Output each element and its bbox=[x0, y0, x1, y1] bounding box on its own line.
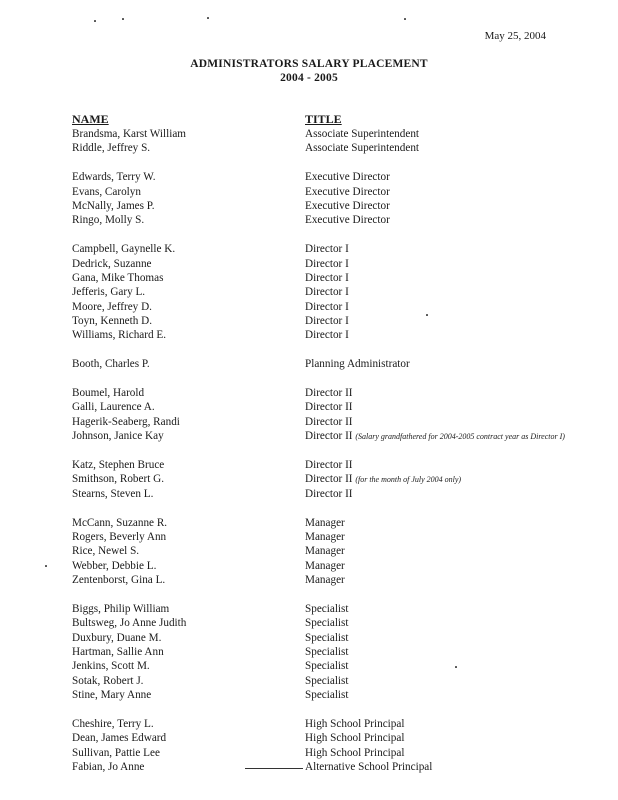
title-text: Director II bbox=[305, 459, 353, 471]
administrator-name: Toyn, Kenneth D. bbox=[72, 315, 152, 328]
administrator-name: Jenkins, Scott M. bbox=[72, 660, 150, 673]
administrator-name: Boumel, Harold bbox=[72, 387, 145, 400]
administrator-name: Dedrick, Suzanne bbox=[72, 257, 152, 270]
title-text: Executive Director bbox=[305, 199, 390, 212]
document-subtitle-year: 2004 - 2005 bbox=[280, 72, 338, 84]
title-text: Manager bbox=[305, 516, 345, 529]
list-item bbox=[0, 170, 618, 184]
scan-speck bbox=[404, 18, 406, 20]
list-item bbox=[0, 645, 618, 659]
administrator-name: McNally, James P. bbox=[72, 199, 155, 212]
administrator-title bbox=[305, 674, 595, 688]
administrator-title bbox=[305, 127, 595, 141]
list-item bbox=[0, 141, 618, 155]
administrator-name: Gana, Mike Thomas bbox=[72, 271, 164, 284]
list-item bbox=[0, 760, 618, 774]
administrator-title bbox=[305, 415, 595, 429]
administrator-title bbox=[305, 573, 595, 587]
title-text: Alternative School Principal bbox=[305, 761, 433, 774]
administrator-name: Smithson, Robert G. bbox=[72, 473, 164, 486]
title-text: Specialist bbox=[305, 631, 349, 644]
administrator-name: Booth, Charles P. bbox=[72, 358, 150, 371]
title-text: Specialist bbox=[305, 674, 349, 687]
administrator-name: Hartman, Sallie Ann bbox=[72, 646, 164, 659]
administrator-title bbox=[305, 487, 595, 501]
list-item bbox=[0, 242, 618, 256]
administrator-title bbox=[305, 559, 595, 573]
title-text: Manager bbox=[305, 574, 345, 587]
list-item bbox=[0, 185, 618, 199]
title-text: Director I bbox=[305, 300, 349, 313]
salary-placement-list bbox=[0, 127, 618, 775]
scan-speck bbox=[426, 314, 428, 316]
title-text: Director II bbox=[305, 387, 353, 400]
administrator-title bbox=[305, 300, 595, 314]
title-text: Associate Superintendent bbox=[305, 128, 420, 140]
list-item bbox=[0, 357, 618, 371]
administrator-name: Johnson, Janice Kay bbox=[72, 430, 164, 443]
title-footnote: (for the month of July 2004 only) bbox=[355, 475, 462, 485]
list-item bbox=[0, 559, 618, 573]
administrator-name: Dean, James Edward bbox=[72, 732, 167, 745]
list-item bbox=[0, 328, 618, 342]
list-item bbox=[0, 659, 618, 673]
title-text: Manager bbox=[305, 545, 345, 558]
administrator-title bbox=[305, 185, 595, 199]
title-text: Manager bbox=[305, 559, 345, 572]
title-text: Director I bbox=[305, 257, 349, 270]
title-text: High School Principal bbox=[305, 732, 405, 745]
administrator-name: McCann, Suzanne R. bbox=[72, 516, 168, 529]
administrator-title bbox=[305, 213, 595, 227]
administrator-title bbox=[305, 386, 595, 400]
list-item bbox=[0, 213, 618, 227]
administrator-name: Moore, Jeffrey D. bbox=[72, 300, 152, 313]
column-header-name: NAME bbox=[72, 112, 109, 126]
document-date: May 25, 2004 bbox=[484, 30, 546, 42]
administrator-title bbox=[305, 760, 595, 774]
title-text: Director I bbox=[305, 329, 349, 342]
title-text: Director II bbox=[305, 473, 353, 486]
administrator-title bbox=[305, 314, 595, 328]
title-text: Director I bbox=[305, 286, 349, 299]
administrator-title bbox=[305, 516, 595, 530]
administrator-title bbox=[305, 659, 595, 673]
list-item bbox=[0, 544, 618, 558]
administrator-name: Edwards, Terry W. bbox=[72, 171, 156, 184]
administrator-name: Evans, Carolyn bbox=[72, 185, 141, 198]
administrator-name: Sotak, Robert J. bbox=[72, 674, 144, 687]
title-text: Associate Superintendent bbox=[305, 142, 420, 155]
list-item bbox=[0, 257, 618, 271]
administrator-title bbox=[305, 199, 595, 213]
scan-speck bbox=[122, 18, 124, 20]
administrator-name: Sullivan, Pattie Lee bbox=[72, 746, 160, 759]
list-item bbox=[0, 688, 618, 702]
administrator-title bbox=[305, 717, 595, 731]
administrator-title bbox=[305, 602, 595, 616]
scan-speck bbox=[45, 565, 47, 567]
list-item bbox=[0, 602, 618, 616]
administrator-title bbox=[305, 257, 595, 271]
scan-speck bbox=[207, 17, 209, 19]
administrator-title bbox=[305, 472, 595, 487]
list-item bbox=[0, 271, 618, 285]
administrator-title bbox=[305, 242, 595, 256]
administrator-name: Riddle, Jeffrey S. bbox=[72, 142, 151, 155]
administrator-name: Biggs, Philip William bbox=[72, 602, 170, 615]
administrator-title bbox=[305, 746, 595, 760]
list-item bbox=[0, 746, 618, 760]
leader-line bbox=[245, 768, 303, 769]
administrator-title bbox=[305, 544, 595, 558]
title-text: Executive Director bbox=[305, 185, 390, 198]
list-item bbox=[0, 285, 618, 299]
administrator-title bbox=[305, 285, 595, 299]
administrator-name: Stine, Mary Anne bbox=[72, 689, 152, 702]
administrator-name: Duxbury, Duane M. bbox=[72, 631, 162, 644]
administrator-name: Campbell, Gaynelle K. bbox=[72, 243, 176, 256]
list-item bbox=[0, 127, 618, 141]
title-text: Director II bbox=[305, 415, 353, 428]
administrator-name: Hagerik-Seaberg, Randi bbox=[72, 415, 180, 428]
list-item bbox=[0, 731, 618, 745]
administrator-name: Katz, Stephen Bruce bbox=[72, 459, 165, 471]
administrator-name: Stearns, Steven L. bbox=[72, 487, 154, 500]
scan-speck bbox=[94, 20, 96, 22]
list-item bbox=[0, 458, 618, 472]
administrator-name: Rice, Newel S. bbox=[72, 545, 140, 558]
administrator-name: Rogers, Beverly Ann bbox=[72, 530, 167, 543]
administrator-title bbox=[305, 400, 595, 414]
list-item bbox=[0, 717, 618, 731]
title-text: Specialist bbox=[305, 617, 349, 630]
title-text: Director I bbox=[305, 243, 349, 256]
administrator-title bbox=[305, 530, 595, 544]
administrator-name: Jefferis, Gary L. bbox=[72, 286, 146, 299]
administrator-name: Webber, Debbie L. bbox=[72, 559, 157, 572]
list-item bbox=[0, 674, 618, 688]
administrator-name: Bultsweg, Jo Anne Judith bbox=[72, 617, 187, 630]
title-text: Director II bbox=[305, 487, 353, 500]
administrator-title bbox=[305, 458, 595, 472]
title-footnote: (Salary grandfathered for 2004-2005 contract year as Director I) bbox=[355, 432, 565, 442]
list-item bbox=[0, 429, 618, 458]
column-header-title: TITLE bbox=[305, 112, 342, 126]
administrator-title bbox=[305, 645, 595, 659]
title-text: Executive Director bbox=[305, 171, 390, 184]
administrator-name: Fabian, Jo Anne bbox=[72, 761, 145, 774]
administrator-title bbox=[305, 271, 595, 285]
list-item bbox=[0, 386, 618, 400]
list-item bbox=[0, 573, 618, 587]
list-item bbox=[0, 616, 618, 630]
title-text: High School Principal bbox=[305, 746, 405, 759]
title-text: Specialist bbox=[305, 646, 349, 659]
list-item bbox=[0, 472, 618, 486]
document-title: ADMINISTRATORS SALARY PLACEMENT bbox=[190, 58, 428, 70]
administrator-name: Cheshire, Terry L. bbox=[72, 718, 154, 731]
administrator-title bbox=[305, 328, 595, 342]
administrator-name: Zentenborst, Gina L. bbox=[72, 574, 166, 587]
title-text: Executive Director bbox=[305, 214, 390, 227]
title-text: Specialist bbox=[305, 689, 349, 702]
administrator-title bbox=[305, 616, 595, 630]
list-item bbox=[0, 199, 618, 213]
list-item bbox=[0, 516, 618, 530]
list-item bbox=[0, 530, 618, 544]
administrator-name: Williams, Richard E. bbox=[72, 329, 167, 342]
title-text: Director I bbox=[305, 271, 349, 284]
list-item bbox=[0, 487, 618, 501]
administrator-name: Ringo, Molly S. bbox=[72, 214, 145, 227]
administrator-title bbox=[305, 688, 595, 702]
list-item bbox=[0, 400, 618, 414]
title-text: High School Principal bbox=[305, 718, 405, 731]
list-item bbox=[0, 300, 618, 314]
administrator-title bbox=[305, 357, 595, 371]
administrator-title bbox=[305, 429, 595, 444]
title-text: Planning Administrator bbox=[305, 358, 410, 371]
title-text: Director I bbox=[305, 315, 349, 328]
scan-speck bbox=[455, 666, 457, 668]
list-item bbox=[0, 631, 618, 645]
administrator-title bbox=[305, 170, 595, 184]
title-text: Manager bbox=[305, 530, 345, 543]
administrator-name: Brandsma, Karst William bbox=[72, 128, 186, 140]
title-text: Specialist bbox=[305, 602, 349, 615]
list-item bbox=[0, 415, 618, 429]
title-text: Specialist bbox=[305, 660, 349, 673]
title-text: Director II bbox=[305, 430, 353, 443]
administrator-title bbox=[305, 141, 595, 155]
title-text: Director II bbox=[305, 401, 353, 414]
list-item bbox=[0, 314, 618, 328]
administrator-title bbox=[305, 731, 595, 745]
administrator-title bbox=[305, 631, 595, 645]
administrator-name: Galli, Laurence A. bbox=[72, 401, 155, 414]
